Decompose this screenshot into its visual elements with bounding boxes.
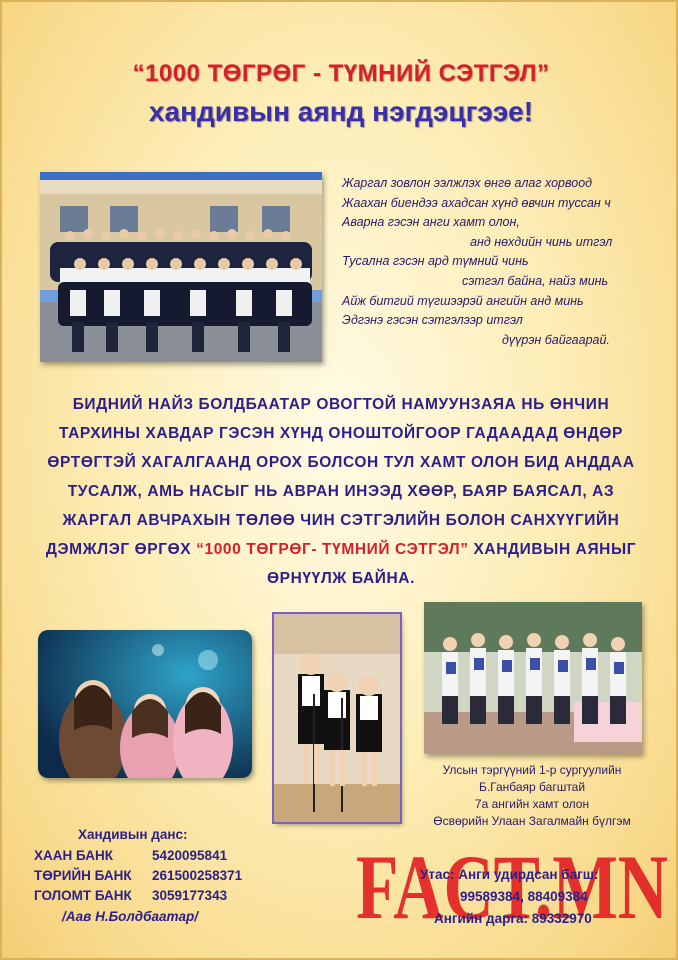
campaign-title: “1000 ТӨГРӨГ - ТҮМНИЙ СЭТГЭЛ” <box>132 60 550 87</box>
poem-line: анд нөхдийн чинь итгэл <box>470 234 613 249</box>
account-row <box>34 886 294 906</box>
donation-accounts <box>34 824 294 928</box>
contact-line: 99589384, 88409384 <box>460 889 588 904</box>
classroom-group-photo <box>424 602 642 754</box>
stage-performance-photo <box>274 614 400 822</box>
contact-info <box>420 864 660 930</box>
appeal-text-part1: БИДНИЙ НАЙЗ БОЛДБААТАР ОВОГТОЙ НАМУУНЗАЯА НЬ ӨНЧИН ТАРХИНЫ ХАВДАР ГЭСЭН ХҮНД ОНОШТОЙГООР ГАДААДАД ӨНДӨР ӨРТӨГТЭЙ ХАГАЛГААНД ОРОХ БОЛСОН ТУЛ ХАМТ ОЛОН БИД АНДДАА ТУСАЛЖ, АМЬ НАСЫГ НЬ АВРАН ИНЭЭД ХӨӨР, БАЯР БАЯСАЛ, АЗ ЖАРГАЛ АВЧРАХЫН ТӨЛӨӨ ЧИН СЭТГЭЛИЙН БОЛОН САНХҮҮГИЙН ДЭМЖЛЭГ ӨРГӨХ <box>45 396 635 558</box>
poem-line: Аварна гэсэн анги хамт олон, <box>342 215 520 230</box>
campaign-subtitle: хандивын аянд нэгдэцгээе! <box>148 96 534 127</box>
class-photo-caption <box>412 762 652 830</box>
poem-line: Эдгэнэ гэсэн сэтгэлээр итгэл <box>342 313 523 328</box>
appeal-text-highlight: “1000 ТӨГРӨГ- ТҮМНИЙ СЭТГЭЛ” <box>196 541 469 558</box>
bank-name: ТӨРИЙН БАНК <box>34 868 132 883</box>
poem-line: Жаргал зовлон ээлжлэх өнгө алаг хорвоод <box>342 176 593 190</box>
caption-line: Улсын тэргүүний 1-р сургуулийн <box>442 763 622 777</box>
account-number: 5420095841 <box>152 848 228 863</box>
donation-title: Хандивын данс: <box>78 827 188 842</box>
poem-line: сэтгэл байна, найз минь <box>462 273 609 288</box>
account-row <box>34 846 294 866</box>
poem-line: Жаахан биендээ ахадсан хүнд өвчин туссан ч <box>342 195 611 210</box>
caption-line: Өсвөрийн Улаан Загалмайн бүлгэм <box>433 814 631 828</box>
appeal-text <box>42 390 640 593</box>
appeal-text-part2: ХАНДИВЫН АЯНЫГ ӨРНҮҮЛЖ БАЙНА. <box>267 541 637 587</box>
contact-line: Утас: Анги удирдсан багш: <box>420 867 599 882</box>
poem-line: Айж битгий түгшээрэй ангийн анд минь <box>342 293 584 308</box>
account-number: 3059177343 <box>152 888 228 903</box>
class-group-photo <box>40 172 322 362</box>
account-number: 261500258371 <box>152 868 243 883</box>
poem-line: Тусална гэсэн ард түмний чинь <box>342 254 529 269</box>
poem-line: дүүрэн байгаарай. <box>502 332 610 347</box>
bank-name: ХААН БАНК <box>34 848 113 863</box>
watermark-text: FACT.MN <box>356 840 668 930</box>
poem-text <box>342 174 662 350</box>
girls-photo <box>38 630 252 778</box>
account-row <box>34 866 294 886</box>
contact-line: Ангийн дарга: 89332970 <box>434 911 592 926</box>
caption-line: 7а ангийн хамт олон <box>474 797 590 811</box>
account-holder: /Аав Н.Болдбаатар/ <box>62 909 199 924</box>
caption-line: Б.Ганбаяр багштай <box>478 780 586 794</box>
bank-name: ГОЛОМТ БАНК <box>34 888 132 903</box>
